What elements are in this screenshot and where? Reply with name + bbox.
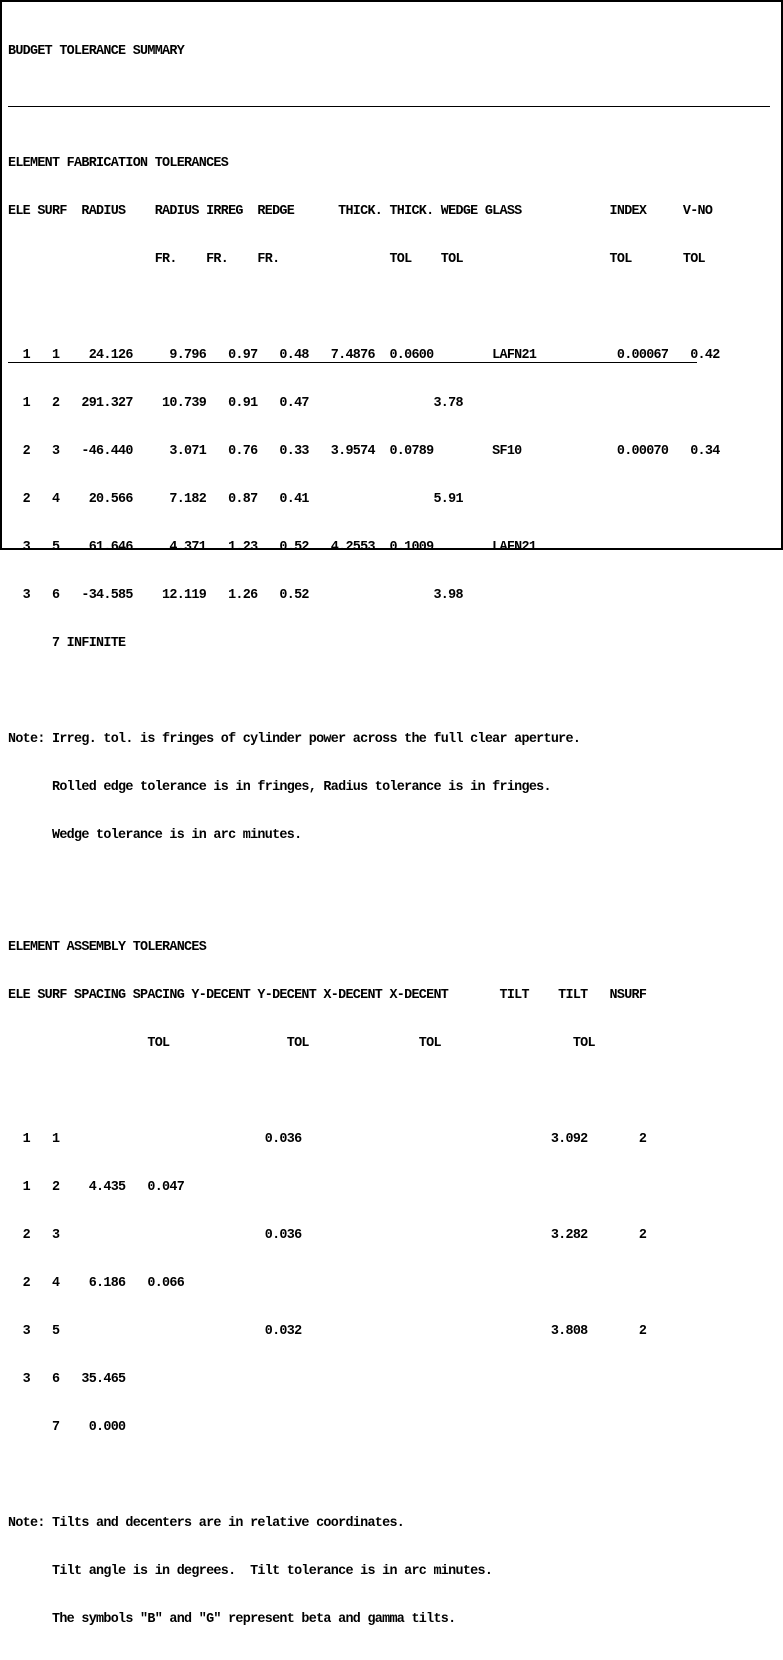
fabrication-header-row-2: FR. FR. FR. TOL TOL TOL TOL [8, 252, 705, 267]
blank-line [8, 684, 720, 700]
assembly-row: 3 6 35.465 [8, 1372, 126, 1387]
assembly-row: 1 1 0.036 3.092 2 [8, 1132, 647, 1147]
assembly-note: The symbols "B" and "G" represent beta and gamma tilts. [8, 1612, 456, 1627]
fabrication-heading: ELEMENT FABRICATION TOLERANCES [8, 156, 229, 171]
fabrication-note: Note: Irreg. tol. is fringes of cylinder power across the full clear aperture. [8, 732, 581, 747]
fabrication-row: 3 5 61.646 4.371 1.23 0.52 4.2553 0.1009 LAFN21 [8, 540, 537, 555]
assembly-row: 3 5 0.032 3.808 2 [8, 1324, 647, 1339]
fabrication-header-rule [8, 106, 770, 107]
assembly-row: 1 2 4.435 0.047 [8, 1180, 185, 1195]
fabrication-row: 7 INFINITE [8, 636, 126, 651]
fabrication-note: Wedge tolerance is in arc minutes. [8, 828, 302, 843]
blank-line [8, 876, 720, 892]
blank-line [8, 300, 720, 316]
blank-line [8, 1084, 720, 1100]
blank-line [8, 1468, 720, 1484]
fabrication-row: 2 4 20.566 7.182 0.87 0.41 5.91 [8, 492, 463, 507]
assembly-header-row-2: TOL TOL TOL TOL [8, 1036, 595, 1051]
assembly-note: Note: Tilts and decenters are in relative coordinates. [8, 1516, 405, 1531]
assembly-heading: ELEMENT ASSEMBLY TOLERANCES [8, 940, 207, 955]
report-title: BUDGET TOLERANCE SUMMARY [8, 44, 185, 59]
fabrication-row: 3 6 -34.585 12.119 1.26 0.52 3.98 [8, 588, 463, 603]
fabrication-header-row-1: ELE SURF RADIUS RADIUS IRREG REDGE THICK. THICK. WEDGE GLASS INDEX V-NO [8, 204, 713, 219]
assembly-header-rule [8, 362, 697, 363]
tolerance-report [8, 12, 720, 1660]
fabrication-row: 1 1 24.126 9.796 0.97 0.48 7.4876 0.0600 LAFN21 0.00067 0.42 [8, 348, 720, 363]
assembly-note: Tilt angle is in degrees. Tilt tolerance is in arc minutes. [8, 1564, 493, 1579]
assembly-row: 2 4 6.186 0.066 [8, 1276, 185, 1291]
fabrication-note: Rolled edge tolerance is in fringes, Radius tolerance is in fringes. [8, 780, 551, 795]
assembly-header-row-1: ELE SURF SPACING SPACING Y-DECENT Y-DECENT X-DECENT X-DECENT TILT TILT NSURF [8, 988, 647, 1003]
assembly-row: 7 0.000 [8, 1420, 126, 1435]
assembly-row: 2 3 0.036 3.282 2 [8, 1228, 647, 1243]
fabrication-row: 2 3 -46.440 3.071 0.76 0.33 3.9574 0.0789 SF10 0.00070 0.34 [8, 444, 720, 459]
fabrication-row: 1 2 291.327 10.739 0.91 0.47 3.78 [8, 396, 463, 411]
